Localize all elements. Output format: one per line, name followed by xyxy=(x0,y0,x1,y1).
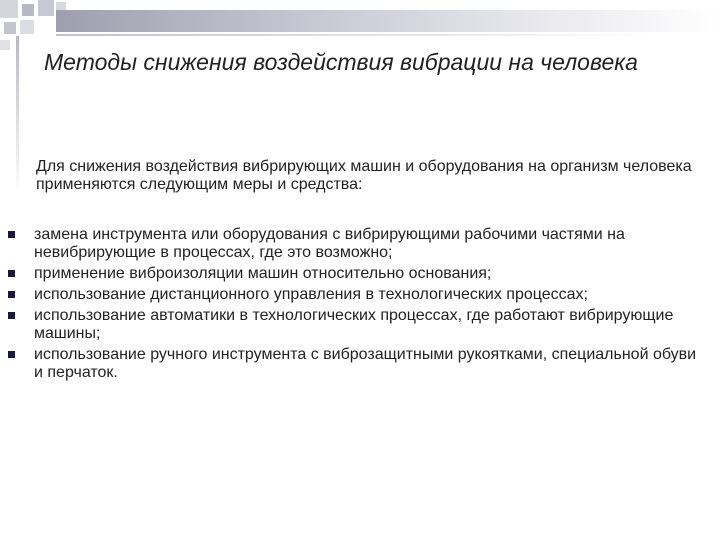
decor-square xyxy=(38,0,54,16)
square-bullet-icon xyxy=(8,270,15,277)
bullet-text: применение виброизоляции машин относительно основания; xyxy=(34,265,492,282)
decor-square xyxy=(0,0,18,18)
square-bullet-icon xyxy=(8,291,15,298)
square-bullet-icon xyxy=(8,351,15,358)
bullet-text: использование автоматики в технологических процессах, где работают вибрирующие машины; xyxy=(34,307,674,342)
square-bullet-icon xyxy=(8,231,15,238)
left-decor-line xyxy=(16,36,19,196)
intro-text: Для снижения воздействия вибрирующих машин и оборудования на организм человека применяются следующим меры и средства: xyxy=(36,158,692,193)
bullet-item xyxy=(0,307,708,343)
decor-square xyxy=(4,22,16,34)
slide-title: Методы снижения воздействия вибрации на человека xyxy=(44,49,638,75)
bullet-text: использование ручного инструмента с виброзащитными рукоятками, специальной обуви и перчаток. xyxy=(34,346,697,381)
square-bullet-icon xyxy=(8,312,15,319)
bullet-item xyxy=(0,226,708,262)
decor-square xyxy=(0,40,10,50)
bullet-item xyxy=(0,346,708,382)
bullet-item xyxy=(0,286,708,304)
bullet-text: использование дистанционного управления в технологических процессах; xyxy=(34,286,588,303)
decor-square xyxy=(22,4,34,16)
bullet-item xyxy=(0,265,708,283)
header-divider xyxy=(56,34,656,36)
header-gradient-bar xyxy=(56,10,720,32)
decor-square xyxy=(20,20,34,34)
bullet-text: замена инструмента или оборудования с вибрирующими рабочими частями на невибрирующие в процессах, где это возможно; xyxy=(34,226,625,261)
bullet-list xyxy=(0,226,720,385)
